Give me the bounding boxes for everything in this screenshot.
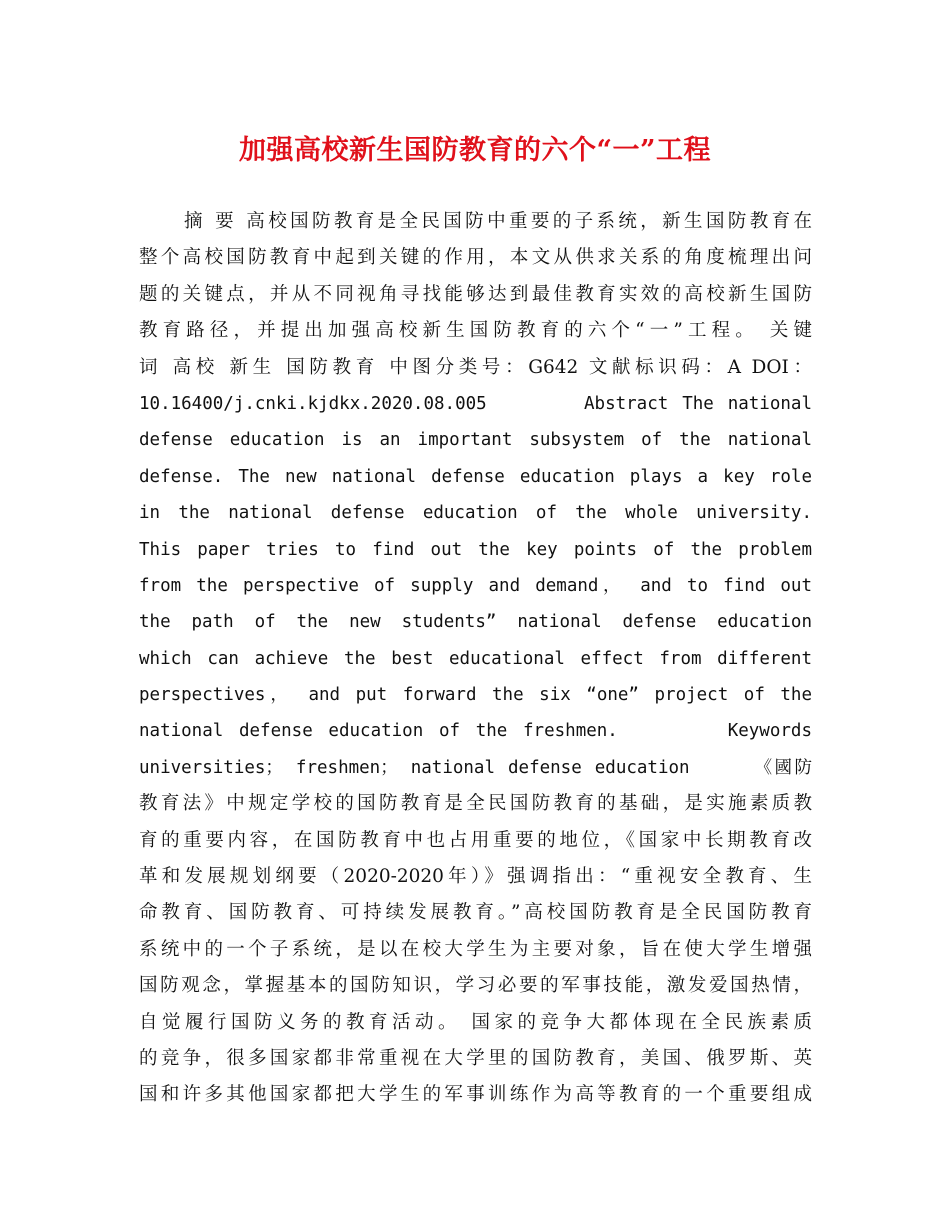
body-line: 教育法》中规定学校的国防教育是全民国防教育的基础，是实施素质教 bbox=[139, 793, 812, 815]
body-line: 整个高校国防教育中起到关键的作用，本文从供求关系的角度梳理出问 bbox=[139, 247, 812, 269]
body-line: in the national defense education of the whole university. bbox=[139, 503, 812, 524]
body-line: 国防观念，掌握基本的国防知识，学习必要的军事技能，激发爱国热情， bbox=[139, 975, 812, 997]
body-line: defense education is an important subsystem of the national bbox=[139, 430, 812, 451]
body-line: 10.16400/j.cnki.kjdkx.2020.08.005 Abstract The national bbox=[139, 393, 812, 414]
body-line: 题的关键点，并从不同视角寻找能够达到最佳教育实效的高校新生国防 bbox=[139, 283, 812, 305]
body-line: 自觉履行国防义务的教育活动。 国家的竞争大都体现在全民族素质 bbox=[139, 1011, 812, 1033]
body-line: the path of the new students” national defense education bbox=[139, 612, 812, 633]
body-line: 教育路径，并提出加强高校新生国防教育的六个“一”工程。 关键 bbox=[139, 320, 812, 342]
body-line: 摘 要 高校国防教育是全民国防中重要的子系统，新生国防教育在 bbox=[184, 211, 812, 232]
body-line: universities； freshmen； national defense education 《國防 bbox=[139, 757, 812, 778]
document-body bbox=[139, 204, 812, 1114]
body-line: 革和发展规划纲要（2020-2020年）》强调指出：“重视安全教育、生 bbox=[139, 866, 812, 888]
body-line: defense. The new national defense education plays a key role bbox=[139, 466, 812, 487]
body-line: 命教育、国防教育、可持续发展教育。”高校国防教育是全民国防教育 bbox=[139, 902, 812, 924]
body-line: national defense education of the freshmen. Keywords bbox=[139, 721, 812, 742]
document-title: 加强高校新生国防教育的六个“一”工程 bbox=[238, 135, 712, 166]
body-line: This paper tries to find out the key points of the problem bbox=[139, 539, 812, 560]
body-line: from the perspective of supply and demand， and to find out bbox=[139, 575, 812, 596]
body-line: 系统中的一个子系统，是以在校大学生为主要对象，旨在使大学生增强 bbox=[139, 938, 812, 960]
body-line: which can achieve the best educational effect from different bbox=[139, 648, 812, 669]
body-line: 词 高校 新生 国防教育 中图分类号：G642 文献标识码：A DOI： bbox=[139, 356, 812, 378]
body-line: 育的重要内容，在国防教育中也占用重要的地位，《国家中长期教育改 bbox=[139, 829, 812, 851]
body-line: 的竞争，很多国家都非常重视在大学里的国防教育，美国、俄罗斯、英 bbox=[139, 1047, 812, 1069]
body-line: 国和许多其他国家都把大学生的军事训练作为高等教育的一个重要组成 bbox=[139, 1084, 812, 1106]
body-line: perspectives， and put forward the six “one” project of the bbox=[139, 685, 812, 706]
